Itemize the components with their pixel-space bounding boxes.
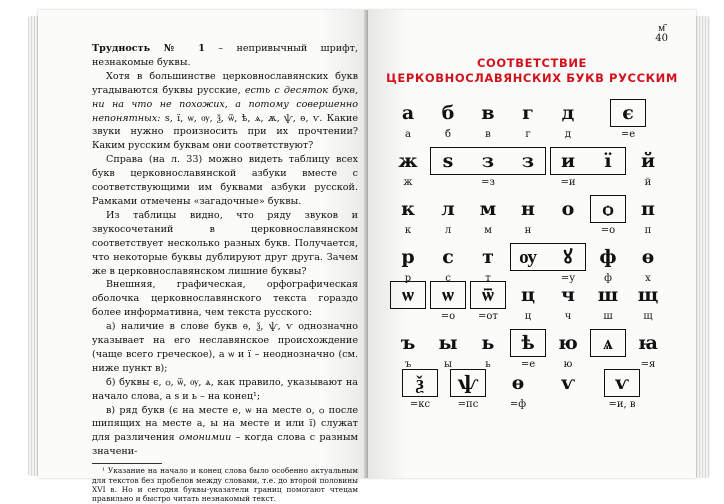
church-slavonic-letter: з	[521, 150, 535, 172]
church-slavonic-letter: ѡ	[442, 284, 454, 306]
p1-text-b: ѕ, ї, ѡ, ѹ, ѯ, ѿ, ѣ, ѧ, ѫ, ѱ, ѳ, ѵ. Какие звуки нужно произносить при их прочтении? Каким русским буквам они соответствуют?	[92, 112, 358, 152]
list-item-a: а) наличие в слове букв ѳ, ѯ, ѱ, ѵ однозначно указывает на его неславянское происхождение (чаще всего греческое), а ѡ и ї – неоднозначно (см. ниже пункт в);	[92, 321, 358, 374]
church-slavonic-letter: б	[441, 102, 455, 124]
left-page	[38, 10, 368, 504]
page-number-cyrillic: м҃	[658, 21, 666, 34]
highlight-frame	[550, 147, 626, 175]
highlight-frame	[590, 195, 626, 223]
russian-equivalent: ш	[603, 311, 613, 322]
russian-equivalent: =от	[478, 311, 498, 322]
russian-equivalent: а	[405, 129, 411, 140]
table-title-line-2: ЦЕРКОВНОСЛАВЯНСКИХ БУКВ РУССКИМ	[386, 71, 678, 85]
church-slavonic-letter: ѵ	[614, 372, 630, 394]
russian-equivalent: =я	[640, 359, 656, 370]
church-slavonic-letter: ш	[597, 284, 619, 306]
list-item-b: б) буквы є, ѻ, ѿ, ѹ, ѧ, как правило, указывают на начало слова, а ѕ и ь – на конец¹;	[92, 376, 358, 402]
russian-equivalent: ь	[485, 359, 491, 370]
russian-equivalent: л	[444, 225, 452, 236]
p1-emphasis: есть с десяток букв, ни на что не похожих, а потому совершенно непонятных:	[92, 84, 358, 124]
russian-equivalent: с	[445, 273, 451, 284]
russian-equivalent: г	[525, 129, 531, 140]
russian-equivalent: =кс	[409, 399, 431, 410]
p1-text-a: Хотя в большинстве церковнославянских букв угадываются буквы русские,	[92, 70, 358, 96]
church-slavonic-letter: п	[641, 198, 655, 220]
church-slavonic-letter: т	[482, 246, 494, 268]
church-slavonic-letter: ꙗ	[638, 332, 658, 354]
russian-equivalent: =и	[560, 177, 576, 188]
russian-equivalent: б	[444, 129, 452, 140]
russian-equivalent: т	[485, 273, 491, 284]
highlight-frame	[590, 329, 626, 357]
footnote-divider	[92, 463, 162, 464]
highlight-frame	[390, 281, 426, 309]
russian-equivalent: ц	[524, 311, 532, 322]
russian-equivalent: к	[404, 225, 412, 236]
heading-paragraph	[92, 42, 358, 70]
church-slavonic-letter: й	[640, 150, 656, 172]
church-slavonic-letter: щ	[637, 284, 659, 306]
russian-equivalent: н	[524, 225, 532, 236]
russian-equivalent: р	[404, 273, 412, 284]
church-slavonic-letter: л	[441, 198, 455, 220]
russian-equivalent: =у	[560, 273, 576, 284]
highlight-frame	[430, 281, 466, 309]
right-page	[368, 10, 696, 478]
russian-equivalent: =о	[600, 225, 616, 236]
heading-rest: – непривычный шрифт, незнакомые буквы.	[92, 43, 358, 68]
russian-equivalent: ы	[444, 359, 452, 370]
russian-equivalent: =е	[520, 359, 536, 370]
highlight-frame	[470, 281, 506, 309]
church-slavonic-letter: ї	[604, 150, 612, 172]
paragraph-3: Из таблицы видно, что ряду звуков и звукосочетаний в церковнославянском соответствует несколько разных букв. Получается, что некоторые буквы дублируют друг друга. Зачем же в церковнославянском лишние буквы?	[92, 209, 358, 277]
russian-equivalent: ю	[563, 359, 573, 370]
russian-equivalent: =пс	[457, 399, 479, 410]
church-slavonic-letter: г	[522, 102, 534, 124]
russian-equivalent: щ	[643, 311, 653, 322]
russian-equivalent: ж	[403, 177, 413, 188]
church-slavonic-letter: ф	[599, 246, 617, 268]
church-slavonic-letter: ь	[481, 332, 495, 354]
page-edges-right	[696, 16, 710, 478]
church-slavonic-letter: ѳ	[511, 372, 525, 394]
church-slavonic-letter: д	[561, 102, 575, 124]
russian-equivalent: в	[485, 129, 491, 140]
church-slavonic-letter: ѧ	[603, 332, 613, 354]
church-slavonic-letter: а	[401, 102, 415, 124]
highlight-frame	[510, 243, 586, 271]
church-slavonic-letter: о	[561, 198, 575, 220]
church-slavonic-letter: ы	[438, 332, 458, 354]
church-slavonic-letter: ѡ	[402, 284, 414, 306]
russian-equivalent: =о	[440, 311, 456, 322]
church-slavonic-letter: н	[521, 198, 535, 220]
russian-equivalent: х	[645, 273, 651, 284]
highlight-frame	[450, 369, 486, 397]
russian-equivalent: м	[484, 225, 492, 236]
footnote: ¹ Указание на начало и конец слова было особенно актуальным для текстов без пробелов между словами, т.е. до второй половины XVI в. Но и сегодня буквы-указатели границ помогают чтецам правильно и быстро читать незнакомый текст.	[92, 466, 358, 504]
church-slavonic-letter: р	[401, 246, 415, 268]
church-slavonic-letter: ж	[398, 150, 418, 172]
item-c-text-a: в) ряд букв (є на месте е, ѡ на месте о, ѻ после шипящих на месте а, ы на месте и или ї) служат для различения	[92, 404, 358, 444]
highlight-frame	[430, 147, 546, 175]
alphabet-table	[368, 10, 696, 478]
church-slavonic-letter: ц	[520, 284, 536, 306]
church-slavonic-letter: ѱ	[457, 372, 479, 394]
church-slavonic-letter: ѵ	[560, 372, 576, 394]
church-slavonic-letter: ч	[561, 284, 575, 306]
church-slavonic-letter: ѻ	[602, 198, 614, 220]
paragraph-2: Справа (на л. 33) можно видеть таблицу всех букв церковнославянской азбуки вместе с соответствующими им буквами азбуки русской. Рамками отмечены «загадочные» буквы.	[92, 154, 358, 207]
russian-equivalent: =и, в	[608, 399, 636, 410]
church-slavonic-letter: ѯ	[416, 372, 424, 394]
russian-equivalent: =ф	[509, 399, 527, 410]
item-c-emphasis: омонимии	[178, 432, 232, 444]
russian-equivalent: п	[644, 225, 652, 236]
church-slavonic-letter: в	[481, 102, 495, 124]
church-slavonic-letter: ѹ	[519, 246, 537, 268]
church-slavonic-letter: є	[622, 102, 634, 124]
church-slavonic-letter: ѳ	[641, 246, 655, 268]
church-slavonic-letter: ѿ	[482, 284, 494, 306]
page-number-arabic: 40	[655, 33, 668, 44]
highlight-frame	[610, 99, 646, 127]
church-slavonic-letter: ѣ	[521, 332, 535, 354]
church-slavonic-letter: ꙋ	[563, 246, 573, 268]
church-slavonic-letter: с	[442, 246, 454, 268]
list-item-c	[92, 404, 358, 460]
church-slavonic-letter: и	[560, 150, 576, 172]
highlight-frame	[604, 369, 640, 397]
russian-equivalent: ф	[604, 273, 612, 284]
church-slavonic-letter: к	[401, 198, 415, 220]
church-slavonic-letter: ѕ	[442, 150, 454, 172]
highlight-frame	[510, 329, 546, 357]
table-title-line-1: СООТВЕТСТВИЕ	[476, 56, 588, 70]
church-slavonic-letter: ю	[558, 332, 578, 354]
russian-equivalent: =е	[620, 129, 636, 140]
paragraph-4: Внешняя, графическая, орфографическая оболочка церковнославянского текста гораздо более информативна, чем текста русского:	[92, 279, 358, 319]
russian-equivalent: =з	[481, 177, 495, 188]
church-slavonic-letter: ъ	[400, 332, 416, 354]
highlight-frame	[402, 369, 438, 397]
item-c-text-b: – когда слова с разным значени-	[92, 432, 358, 458]
church-slavonic-letter: з	[481, 150, 495, 172]
russian-equivalent: й	[644, 177, 652, 188]
church-slavonic-letter: м	[479, 198, 497, 220]
heading-bold: Трудность № 1	[92, 43, 205, 54]
open-book	[28, 10, 710, 504]
russian-equivalent: ч	[564, 311, 572, 322]
left-page-text	[92, 42, 358, 504]
russian-equivalent: ъ	[404, 359, 412, 370]
russian-equivalent: д	[564, 129, 572, 140]
paragraph-1	[92, 70, 358, 153]
